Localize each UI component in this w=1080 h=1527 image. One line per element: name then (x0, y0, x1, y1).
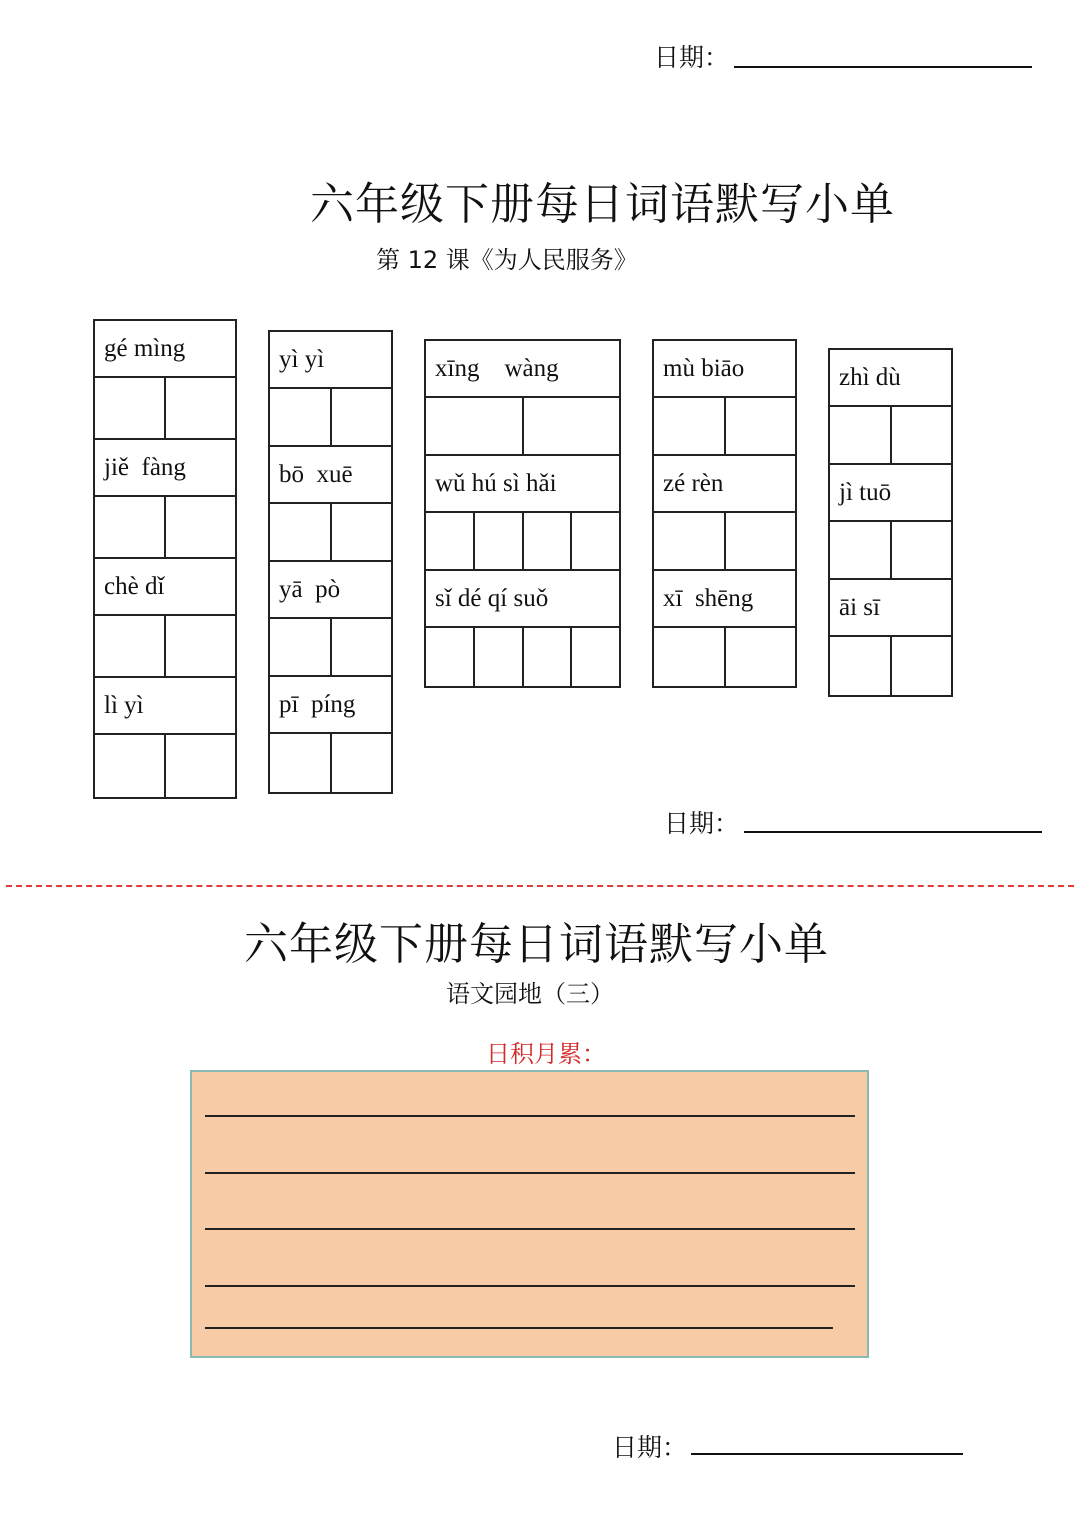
character-boxes (830, 522, 951, 580)
pinyin-label: wǔ hú sì hǎi (426, 456, 619, 513)
character-box[interactable] (332, 734, 392, 792)
date-label-top: 日期： (654, 43, 730, 72)
character-box[interactable] (892, 522, 952, 578)
character-box[interactable] (524, 398, 620, 454)
character-boxes (426, 628, 619, 686)
writing-line[interactable] (205, 1228, 855, 1230)
character-box[interactable] (572, 628, 619, 686)
character-box[interactable] (270, 504, 332, 560)
character-box[interactable] (95, 378, 166, 438)
character-boxes (270, 389, 391, 447)
date-label-bottom: 日期： (612, 1433, 688, 1462)
character-box[interactable] (166, 378, 235, 438)
character-box[interactable] (726, 513, 796, 569)
vocab-column (652, 339, 797, 688)
character-box[interactable] (332, 619, 392, 675)
writing-line[interactable] (205, 1172, 855, 1174)
section-subtitle: 语文园地（三） (446, 980, 614, 1008)
vocab-column (268, 330, 393, 794)
pinyin-label: lì yì (95, 678, 235, 735)
pinyin-label: zé rèn (654, 456, 795, 513)
character-box[interactable] (332, 389, 392, 445)
character-box[interactable] (95, 497, 166, 557)
character-box[interactable] (166, 735, 235, 797)
writing-line[interactable] (205, 1115, 855, 1117)
writing-line[interactable] (205, 1285, 855, 1287)
character-box[interactable] (95, 735, 166, 797)
character-boxes (95, 378, 235, 440)
character-box[interactable] (332, 504, 392, 560)
character-boxes (830, 407, 951, 465)
character-boxes (654, 628, 795, 686)
pinyin-label: jì tuō (830, 465, 951, 522)
character-box[interactable] (270, 389, 332, 445)
character-box[interactable] (475, 513, 524, 569)
character-boxes (95, 735, 235, 797)
character-box[interactable] (830, 522, 892, 578)
lesson-subtitle: 第 12 课《为人民服务》 (376, 246, 638, 274)
character-box[interactable] (892, 637, 952, 695)
character-box[interactable] (475, 628, 524, 686)
character-box[interactable] (830, 407, 892, 463)
date-line-top (734, 66, 1032, 68)
pinyin-label: āi sī (830, 580, 951, 637)
character-box[interactable] (726, 398, 796, 454)
character-box[interactable] (524, 628, 573, 686)
pinyin-label: bō xuē (270, 447, 391, 504)
character-box[interactable] (654, 398, 726, 454)
writing-line[interactable] (205, 1327, 833, 1329)
character-boxes (270, 734, 391, 792)
character-boxes (654, 513, 795, 571)
character-box[interactable] (166, 497, 235, 557)
pinyin-label: xīng wàng (426, 341, 619, 398)
pinyin-label: yā pò (270, 562, 391, 619)
accumulation-label: 日积月累： (486, 1040, 606, 1068)
pinyin-label: gé mìng (95, 321, 235, 378)
character-box[interactable] (95, 616, 166, 676)
vocab-column (93, 319, 237, 799)
pinyin-label: xī shēng (654, 571, 795, 628)
pinyin-label: chè dǐ (95, 559, 235, 616)
character-box[interactable] (892, 407, 952, 463)
character-boxes (270, 504, 391, 562)
cut-divider (6, 885, 1074, 887)
pinyin-label: zhì dù (830, 350, 951, 407)
pinyin-label: yì yì (270, 332, 391, 389)
character-box[interactable] (426, 628, 475, 686)
vocab-column (828, 348, 953, 697)
character-box[interactable] (654, 628, 726, 686)
character-box[interactable] (726, 628, 796, 686)
character-boxes (270, 619, 391, 677)
pinyin-label: sǐ dé qí suǒ (426, 571, 619, 628)
character-box[interactable] (830, 637, 892, 695)
character-box[interactable] (166, 616, 235, 676)
pinyin-label: mù biāo (654, 341, 795, 398)
character-box[interactable] (572, 513, 619, 569)
date-line-section1 (744, 831, 1042, 833)
character-boxes (95, 616, 235, 678)
pinyin-label: jiě fàng (95, 440, 235, 497)
character-box[interactable] (270, 619, 332, 675)
character-box[interactable] (426, 513, 475, 569)
character-boxes (654, 398, 795, 456)
character-box[interactable] (524, 513, 573, 569)
worksheet-title-1: 六年级下册每日词语默写小单 (310, 179, 895, 230)
worksheet-title-2: 六年级下册每日词语默写小单 (244, 919, 829, 970)
date-line-bottom (691, 1453, 963, 1455)
date-label-section1: 日期： (664, 809, 740, 838)
character-boxes (830, 637, 951, 695)
character-box[interactable] (426, 398, 524, 454)
character-boxes (95, 497, 235, 559)
character-boxes (426, 398, 619, 456)
writing-panel (190, 1070, 869, 1358)
vocab-column (424, 339, 621, 688)
character-box[interactable] (654, 513, 726, 569)
character-box[interactable] (270, 734, 332, 792)
character-boxes (426, 513, 619, 571)
pinyin-label: pī píng (270, 677, 391, 734)
